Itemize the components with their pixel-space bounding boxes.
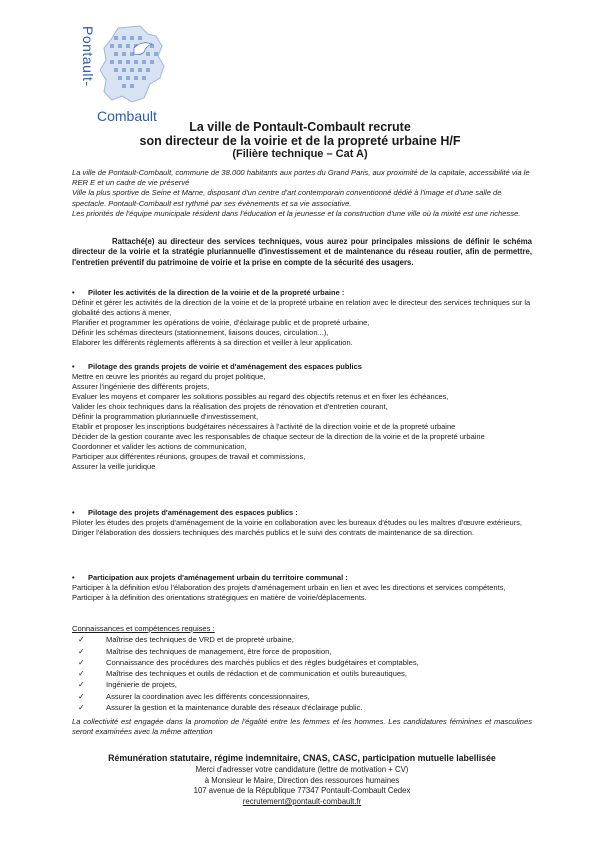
intro-text-3: Les priorités de l'équipe municipale résident dans l'éducation et la jeunesse et la construction d'une ville où la mixité est une richesse.	[72, 208, 521, 218]
intro-paragraph	[72, 168, 532, 219]
equality-statement: La collectivité est engagée dans la promotion de l'égalité entre les femmes et les hommes. Les candidatures féminines et masculines seront examinées avec la même attention	[72, 717, 532, 737]
checkmark-icon: ✓	[78, 669, 85, 679]
application-line-1: Merci d'adresser votre candidature (lettre de motivation + CV)	[195, 765, 409, 774]
bullet-icon: •	[72, 573, 75, 582]
section-line: Diriger l'élaboration des dossiers techniques des marchés publics et le suivi des contrats de maintenance de sa direction.	[72, 528, 475, 537]
page-title-line-2: son directeur de la voirie et de la propreté urbaine H/F	[139, 134, 461, 148]
checkmark-icon: ✓	[78, 635, 85, 645]
section-heading: • Piloter les activités de la direction de la voirie et de la propreté urbaine :	[72, 288, 345, 297]
checkmark-icon: ✓	[78, 657, 85, 667]
section-line: Définir les schémas directeurs (stationnement, liaisons douces, circulation...),	[72, 328, 329, 337]
section-line: Piloter les études des projets d'aménagement de la voirie en collaboration avec les bureaux d'études ou les maîtres d'œuvre extérieurs,	[72, 518, 522, 527]
list-item: ✓ Assurer la coordination avec les différents concessionnaires,	[78, 691, 310, 701]
bullet-icon: •	[72, 508, 75, 517]
list-item: ✓ Ingénierie de projets,	[78, 680, 177, 690]
application-address: 107 avenue de la République 77347 Pontault-Combault Cedex	[193, 786, 411, 796]
logo-text-vertical: Pontault-	[80, 26, 96, 87]
application-line-2: à Monsieur le Maire, Direction des ressources humaines	[204, 775, 400, 785]
checkmark-icon: ✓	[78, 680, 85, 690]
list-item: ✓ Maîtrise des techniques et outils de rédaction et de communication et outils bureautiques,	[78, 669, 407, 679]
list-item: ✓ Maîtrise des techniques de VRD et de propreté urbaine,	[78, 635, 294, 645]
section-line: Etablir et proposer les inscriptions budgétaires nécessaires à l'activité de la direction voirie et de la propreté urbaine	[72, 422, 456, 431]
page-title: La ville de Pontault-Combault recrute	[189, 120, 411, 134]
section-line: Coordonner et valider les actions de communication,	[72, 442, 247, 451]
competences-section	[72, 623, 532, 713]
logo-map-shape	[100, 26, 164, 102]
section-line: Décider de la gestion courante avec les responsables de chaque secteur de la direction de la voirie et de la propreté urbaine	[72, 432, 485, 441]
section-line: Définir et gérer les activités de la direction de la voirie et de la propreté urbaine en relation avec le directeur des services techniques sur la globalité des actions à mener,	[72, 298, 531, 317]
section-line: Planifier et programmer les opérations de voirie, d'éclairage public et de propreté urbaine,	[72, 318, 370, 327]
section-line: Evaluer les moyens et comparer les solutions possibles au regard des objectifs retenus et en fixer les échéances,	[72, 392, 449, 401]
page-subtitle: (Filière technique – Cat A)	[232, 148, 368, 160]
section-line: Mettre en œuvre les priorités au regard du projet politique,	[72, 372, 266, 381]
section-line: Définir la programmation pluriannuelle d'investissement,	[72, 412, 259, 421]
title-block	[120, 120, 480, 161]
checkmark-icon: ✓	[78, 646, 85, 656]
section-line: Assurer la veille juridique	[72, 462, 156, 471]
checkmark-icon: ✓	[78, 691, 85, 701]
bullet-icon: •	[72, 288, 75, 297]
section-line: Assurer l'ingénierie des différents projets,	[72, 382, 210, 391]
section-line: Participer aux différentes réunions, groupes de travail et commissions,	[72, 452, 306, 461]
section-line: Participer à la définition des orientations stratégiques en matière de voirie/déplacements.	[72, 593, 367, 602]
remuneration-line: Rémunération statutaire, régime indemnitaire, CNAS, CASC, participation mutuelle labellisée	[108, 753, 496, 763]
section-heading: • Participation aux projets d'aménagement urbain du territoire communal :	[72, 573, 348, 582]
section-line: Elaborer les différents règlements afférents à sa direction et veiller à leur application.	[72, 338, 353, 347]
section-grands-projets	[72, 362, 532, 472]
intro-text-2: Ville la plus sportive de Seine et Marne, disposant d'un centre d'art contemporain conventionné dédié à l'image et d'une salle de spectacle. Pontault-Combault est rythmé par ses évènements et sa vie associative.	[72, 188, 502, 208]
section-heading: • Pilotage des projets d'aménagement des espaces publics :	[72, 508, 298, 517]
logo-text-bottom: Combault	[97, 108, 157, 124]
checkmark-icon: ✓	[78, 703, 85, 713]
section-line: Participer à la définition et/ou l'élaboration des projets d'aménagement urbain en lien et avec les directions et services compétents,	[72, 583, 506, 592]
competences-title: Connaissances et compétences requises :	[72, 624, 215, 633]
list-item: ✓ Connaissance des procédures des marchés publics et des règles budgétaires et comptables,	[78, 657, 419, 667]
footer	[72, 752, 532, 807]
bullet-icon: •	[72, 362, 75, 371]
list-item: ✓ Maîtrise des techniques de management, être force de proposition,	[78, 646, 332, 656]
email-link[interactable]: recrutement@pontault-combault.fr	[242, 796, 362, 806]
intro-text-1: La ville de Pontault-Combault, commune de 38.000 habitants aux portes du Grand Paris, aux proximité de la capitale, accessibilité via le RER E et un cadre de vie préservé	[72, 168, 530, 188]
section-piloter-activites	[72, 288, 532, 348]
competences-list	[72, 634, 532, 713]
section-line: Valider les choix techniques dans la réalisation des projets de rénovation et d'entretien courant,	[72, 402, 388, 411]
section-heading: • Pilotage des grands projets de voirie et d'aménagement des espaces publics	[72, 362, 362, 371]
section-amenagement-urbain	[72, 573, 532, 603]
missions-intro: Rattaché(e) au directeur des services techniques, vous aurez pour principales missions de définir le schéma directeur de la voirie et la stratégie pluriannuelle d'investissement et de maintenance du réseau routier, afin de permettre, l'entretien préventif du patrimoine de voirie et la prise en compte de la sécurité des usagers.	[72, 237, 532, 267]
section-projets-amenagement	[72, 508, 532, 538]
list-item: ✓ Assurer la gestion et la maintenance durable des réseaux d'éclairage public.	[78, 703, 363, 713]
